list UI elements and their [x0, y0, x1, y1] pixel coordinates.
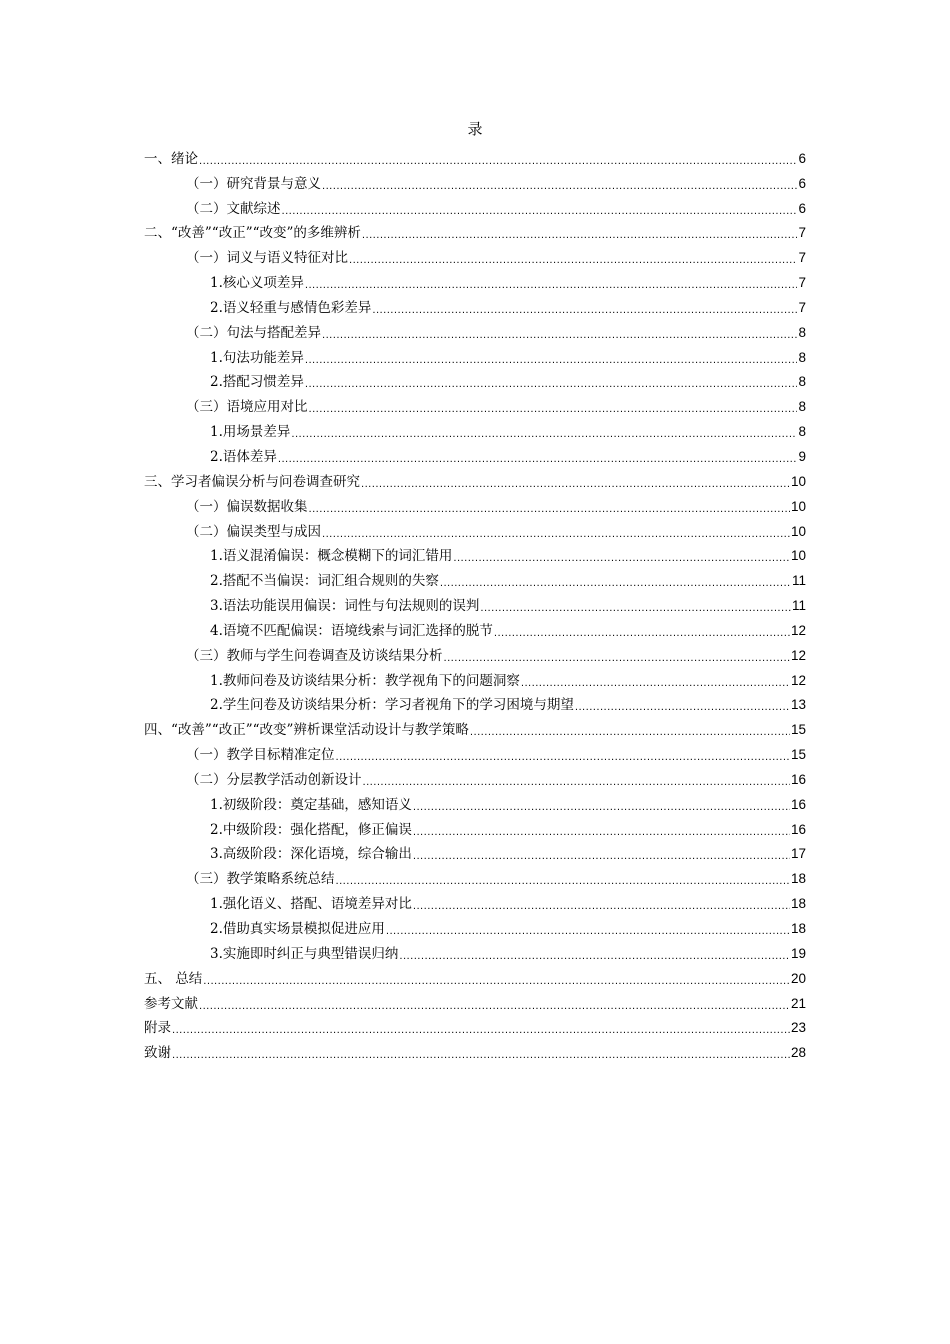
toc-entry[interactable]: [144, 1037, 806, 1062]
toc-entry-label: 参考文献: [144, 995, 198, 1012]
toc-entry-label: （一）词义与语义特征对比: [186, 250, 348, 267]
toc-entry[interactable]: [144, 938, 806, 963]
toc-entry-label: 1.语义混淆偏误：概念模糊下的词汇错用: [210, 548, 453, 565]
toc-entry[interactable]: [144, 590, 806, 615]
dot-leader: [413, 821, 790, 839]
dot-leader: [199, 995, 790, 1013]
dot-leader: [521, 672, 790, 690]
toc-entry-label: 附录: [144, 1020, 171, 1037]
toc-entry-page-number: 28: [790, 1045, 806, 1061]
dot-leader: [305, 274, 797, 292]
dot-leader: [413, 845, 790, 863]
toc-entry[interactable]: [144, 814, 806, 839]
toc-entry-page-number: 21: [790, 995, 806, 1011]
dot-leader: [291, 423, 797, 441]
toc-entry-page-number: 10: [790, 498, 806, 514]
dot-leader: [322, 523, 790, 541]
toc-entry-label: 1.核心义项差异: [210, 275, 304, 292]
toc-entry[interactable]: [144, 317, 806, 342]
toc-entry-page-number: 15: [790, 722, 806, 738]
dot-leader: [363, 771, 790, 789]
dot-leader: [305, 373, 797, 391]
toc-entry[interactable]: [144, 714, 806, 739]
toc-entry[interactable]: [144, 516, 806, 541]
toc-entry[interactable]: [144, 218, 806, 243]
dot-leader: [413, 796, 790, 814]
toc-entry[interactable]: [144, 541, 806, 566]
toc-entry-page-number: 16: [790, 771, 806, 787]
dot-leader: [322, 175, 797, 193]
toc-entry[interactable]: [144, 441, 806, 466]
toc-entry-page-number: 9: [798, 448, 806, 464]
toc-entry[interactable]: [144, 739, 806, 764]
toc-entry-label: 2.搭配不当偏误：词汇组合规则的失察: [210, 573, 439, 590]
dot-leader: [203, 970, 790, 988]
dot-leader: [444, 647, 790, 665]
toc-entry-page-number: 8: [798, 349, 806, 365]
toc-entry-page-number: 16: [790, 796, 806, 812]
toc-entry-label: 1.用场景差异: [210, 424, 291, 441]
toc-entry-page-number: 23: [790, 1020, 806, 1036]
toc-entry-page-number: 8: [798, 424, 806, 440]
toc-entry-label: 四、“改善”“改正”“改变”辨析课堂活动设计与教学策略: [144, 722, 469, 739]
dot-leader: [362, 224, 797, 242]
toc-entry-label: 2.中级阶段：强化搭配，修正偏误: [210, 821, 412, 838]
toc-entry[interactable]: [144, 913, 806, 938]
dot-leader: [361, 473, 790, 491]
dot-leader: [336, 870, 790, 888]
table-of-contents: [144, 143, 806, 1062]
toc-entry[interactable]: [144, 391, 806, 416]
toc-entry-label: 3.语法功能误用偏误：词性与句法规则的误判: [210, 598, 480, 615]
toc-entry-label: 三、学习者偏误分析与问卷调查研究: [144, 473, 360, 490]
toc-entry-label: （三）教师与学生问卷调查及访谈结果分析: [186, 647, 443, 664]
dot-leader: [372, 299, 797, 317]
dot-leader: [349, 249, 797, 267]
toc-entry[interactable]: [144, 292, 806, 317]
toc-entry-page-number: 7: [798, 225, 806, 241]
toc-entry-label: 2.借助真实场景模拟促进应用: [210, 921, 385, 937]
toc-entry[interactable]: [144, 690, 806, 715]
toc-entry-page-number: 6: [798, 150, 806, 166]
toc-entry-label: （二）偏误类型与成因: [186, 523, 321, 540]
toc-entry[interactable]: [144, 242, 806, 267]
dot-leader: [172, 1019, 790, 1037]
toc-entry-page-number: 10: [790, 523, 806, 539]
toc-entry-label: 致谢: [144, 1045, 171, 1062]
toc-entry[interactable]: [144, 640, 806, 665]
toc-entry-label: 1.强化语义、搭配、语境差异对比: [210, 896, 412, 913]
toc-title: 录: [467, 120, 483, 138]
toc-entry-page-number: 13: [790, 697, 806, 713]
toc-entry[interactable]: [144, 193, 806, 218]
toc-entry[interactable]: [144, 168, 806, 193]
toc-entry-page-number: 19: [790, 945, 806, 961]
dot-leader: [278, 448, 797, 466]
toc-entry-label: （二）文献综述: [186, 200, 281, 217]
dot-leader: [453, 547, 790, 565]
toc-entry[interactable]: [144, 143, 806, 168]
dot-leader: [309, 398, 798, 416]
toc-entry-label: （一）偏误数据收集: [186, 498, 308, 515]
toc-entry-page-number: 8: [798, 374, 806, 390]
dot-leader: [309, 498, 790, 516]
dot-leader: [322, 324, 797, 342]
toc-entry-label: （一）教学目标精准定位: [186, 747, 335, 764]
toc-entry-page-number: 10: [790, 548, 806, 564]
toc-entry-label: （二）分层教学活动创新设计: [186, 771, 362, 788]
toc-entry-label: 4.语境不匹配偏误：语境线索与词汇选择的脱节: [210, 622, 493, 639]
dot-leader: [336, 746, 790, 764]
toc-entry[interactable]: [144, 963, 806, 988]
toc-entry-label: 2.语义轻重与感情色彩差异: [210, 299, 372, 316]
toc-entry-page-number: 10: [790, 473, 806, 489]
dot-leader: [399, 945, 790, 963]
dot-leader: [494, 622, 790, 640]
dot-leader: [282, 200, 798, 218]
toc-entry-label: 1.初级阶段：奠定基础，感知语义: [210, 796, 412, 813]
toc-entry-page-number: 18: [790, 871, 806, 887]
toc-entry[interactable]: [144, 342, 806, 367]
toc-entry-label: 2.搭配习惯差异: [210, 374, 304, 391]
toc-entry[interactable]: [144, 267, 806, 292]
toc-entry[interactable]: [144, 416, 806, 441]
toc-entry-page-number: 16: [790, 821, 806, 837]
dot-leader: [440, 572, 791, 590]
toc-entry[interactable]: [144, 988, 806, 1013]
toc-entry[interactable]: [144, 466, 806, 491]
toc-entry-page-number: 15: [790, 747, 806, 763]
toc-entry-page-number: 7: [798, 275, 806, 291]
toc-entry[interactable]: [144, 615, 806, 640]
toc-entry[interactable]: [144, 665, 806, 690]
toc-entry-page-number: 8: [798, 324, 806, 340]
toc-entry-label: 一、绪论: [144, 150, 198, 167]
dot-leader: [470, 721, 790, 739]
dot-leader: [386, 920, 790, 938]
toc-entry[interactable]: [144, 565, 806, 590]
toc-entry-label: （三）语境应用对比: [186, 399, 308, 416]
dot-leader: [480, 597, 791, 615]
dot-leader: [575, 696, 790, 714]
toc-entry-label: 2.学生问卷及访谈结果分析：学习者视角下的学习困境与期望: [210, 697, 574, 714]
toc-entry[interactable]: [144, 367, 806, 392]
toc-entry[interactable]: [144, 863, 806, 888]
toc-entry-label: 3.高级阶段：深化语境，综合输出: [210, 846, 412, 863]
dot-leader: [305, 349, 797, 367]
toc-entry-page-number: 6: [798, 175, 806, 191]
toc-entry-page-number: 12: [790, 647, 806, 663]
toc-entry-label: 1.教师问卷及访谈结果分析：教学视角下的问题洞察: [210, 672, 520, 689]
toc-entry[interactable]: [144, 888, 806, 913]
toc-entry[interactable]: [144, 491, 806, 516]
toc-entry-page-number: 11: [791, 573, 806, 589]
toc-entry-label: （三）教学策略系统总结: [186, 871, 335, 888]
toc-entry-page-number: 7: [798, 299, 806, 315]
toc-entry[interactable]: [144, 1013, 806, 1038]
toc-entry-label: 二、“改善”“改正”“改变”的多维辨析: [144, 225, 361, 242]
toc-entry[interactable]: [144, 789, 806, 814]
toc-entry-page-number: 18: [790, 896, 806, 912]
toc-entry-page-number: 8: [798, 399, 806, 415]
toc-entry-label: 2.语体差异: [210, 448, 277, 465]
toc-entry-page-number: 7: [798, 250, 806, 266]
dot-leader: [172, 1044, 790, 1062]
toc-entry-page-number: 12: [790, 672, 806, 688]
toc-entry-page-number: 20: [790, 970, 806, 986]
toc-entry-label: 五、 总结: [144, 970, 203, 987]
toc-entry-page-number: 18: [790, 921, 806, 936]
toc-entry-page-number: 6: [798, 200, 806, 216]
toc-entry-label: （一）研究背景与意义: [186, 175, 321, 192]
dot-leader: [413, 895, 790, 913]
toc-entry-label: 3.实施即时纠正与典型错误归纳: [210, 945, 399, 962]
toc-entry-label: （二）句法与搭配差异: [186, 324, 321, 341]
toc-entry[interactable]: [144, 764, 806, 789]
toc-entry-label: 1.句法功能差异: [210, 349, 304, 366]
dot-leader: [199, 150, 797, 168]
toc-entry[interactable]: [144, 839, 806, 864]
toc-entry-page-number: 17: [790, 846, 806, 862]
toc-entry-page-number: 11: [791, 598, 806, 614]
toc-entry-page-number: 12: [790, 622, 806, 638]
